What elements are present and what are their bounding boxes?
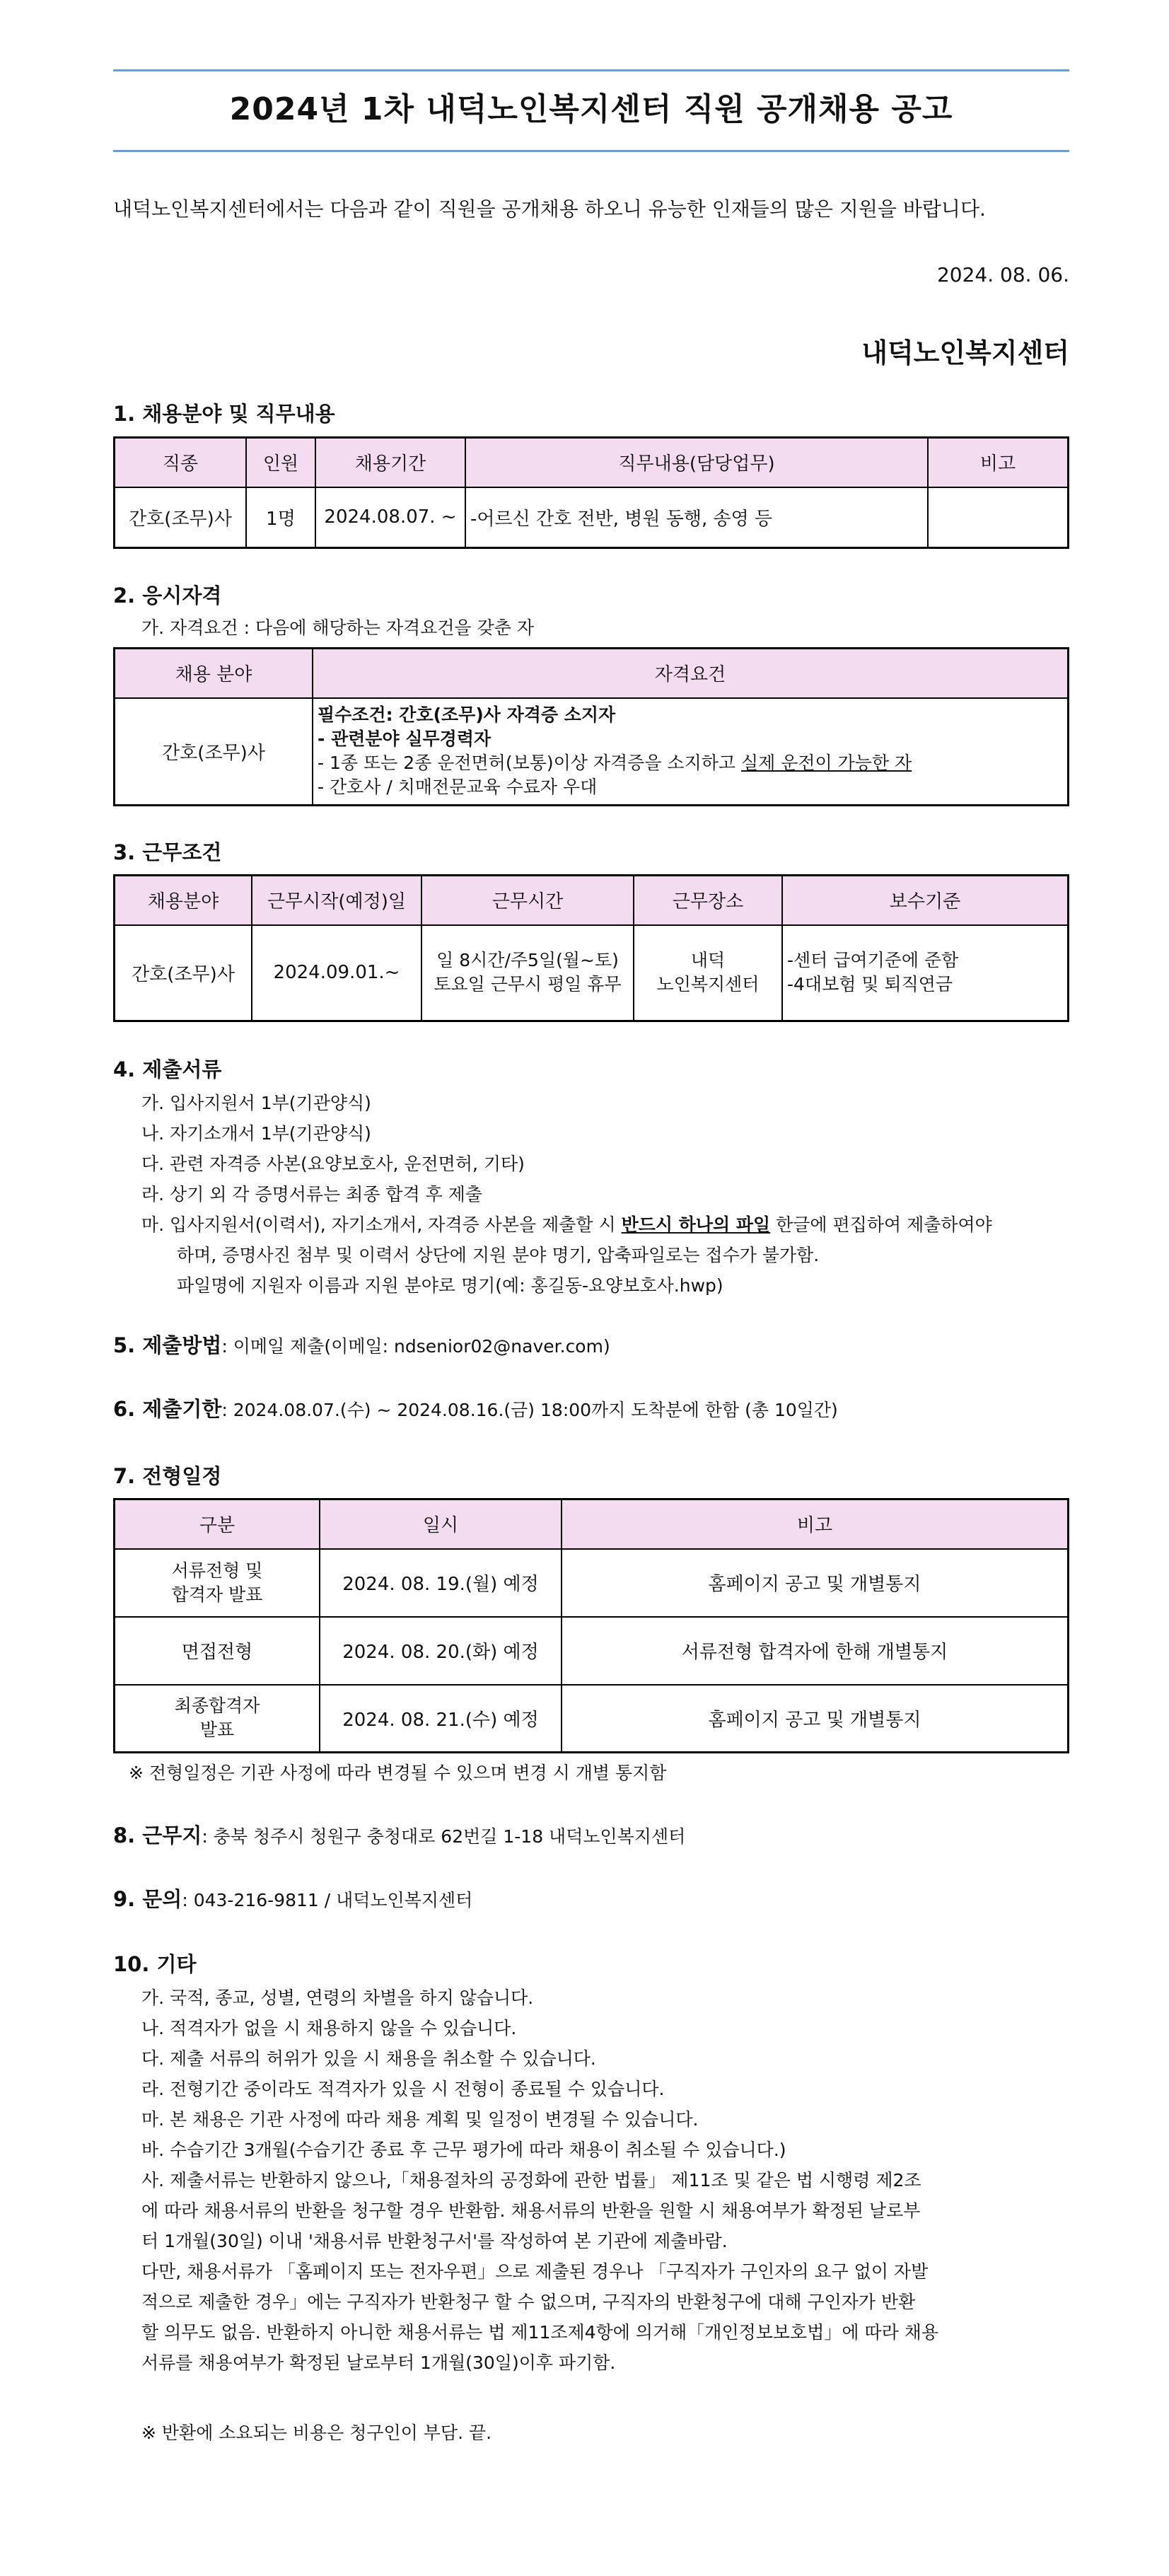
header-duty: 직무내용(담당업무) xyxy=(465,438,928,487)
work-hours-line2: 토요일 근무시 평일 휴무 xyxy=(434,974,622,995)
section9-heading: 9. 문의 xyxy=(113,1887,182,1911)
cell-period: 2024.08.07. ~ xyxy=(315,487,465,548)
cell-start-date: 2024.09.01.~ xyxy=(252,925,421,1021)
req-license-underlined: 실제 운전이 가능한 자 xyxy=(740,753,912,774)
stage-3-line2: 발표 xyxy=(199,1719,235,1741)
section6-text: : 2024.08.07.(수) ~ 2024.08.16.(금) 18:00까지 도착분에 한함 (총 10일간) xyxy=(221,1400,838,1420)
section4-heading: 4. 제출서류 xyxy=(113,1057,222,1081)
cell-date-3: 2024. 08. 21.(수) 예정 xyxy=(320,1685,562,1753)
section5 xyxy=(113,1330,610,1359)
section3-heading: 3. 근무조건 xyxy=(113,840,222,864)
pay-line2: -4대보험 및 퇴직연금 xyxy=(787,974,953,995)
misc-item-8-line2: 적으로 제출한 경우」에는 구직자가 반환청구 할 수 없으며, 구직자의 반환청구에 대해 구인자가 반환 xyxy=(141,2292,916,2312)
job-table xyxy=(113,436,1069,549)
misc-item-2: 나. 적격자가 없을 시 채용하지 않을 수 있습니다. xyxy=(141,2018,517,2038)
section5-heading: 5. 제출방법 xyxy=(113,1333,222,1357)
misc-item-7-line1: 사. 제출서류는 반환하지 않으나,「채용절차의 공정화에 관한 법률」 제11조 및 같은 법 시행령 제2조 xyxy=(141,2170,921,2191)
header-work-hours: 근무시간 xyxy=(421,876,634,925)
misc-item-7-line2: 에 따라 채용서류의 반환을 청구할 경우 반환함. 채용서류의 반환을 원할 시 채용여부가 확정된 날로부 xyxy=(141,2200,921,2221)
title-rule xyxy=(113,150,1069,152)
cell-field: 간호(조무)사 xyxy=(115,698,313,806)
cell-stage-1 xyxy=(115,1549,320,1617)
work-hours-line1: 일 8시간/주5일(월~토) xyxy=(436,950,619,971)
docs-item-5-line2: 하며, 증명사진 첨부 및 이력서 상단에 지원 분야 명기, 압축파일로는 접수가 불가함. xyxy=(177,1245,820,1265)
cell-stage-2: 면접전형 xyxy=(115,1617,320,1685)
header-period: 채용기간 xyxy=(315,438,465,487)
cell-note xyxy=(928,487,1069,548)
header-requirements: 자격요건 xyxy=(313,649,1069,698)
req-experience: - 관련분야 실무경력자 xyxy=(318,729,492,750)
cell-remark-1: 홈페이지 공고 및 개별통지 xyxy=(562,1549,1069,1617)
docs-item-5-text: 마. 입사지원서(이력서), 자기소개서, 자격증 사본을 제출할 시 xyxy=(141,1214,622,1235)
work-place-line1: 내덕 xyxy=(690,950,726,971)
organization-name: 내덕노인복지센터 xyxy=(861,337,1069,369)
cell-requirements xyxy=(313,698,1069,806)
section10-heading: 10. 기타 xyxy=(113,1952,197,1976)
schedule-table xyxy=(113,1498,1069,1753)
header-job: 직종 xyxy=(115,438,247,487)
intro-text: 내덕노인복지센터에서는 다음과 같이 직원을 공개채용 하오니 유능한 인재들의 많은 지원을 바랍니다. xyxy=(113,197,986,221)
misc-item-8-line3: 할 의무도 없음. 반환하지 아니한 채용서류는 법 제11조제4항에 의거해「개인정보보호법」에 따라 채용 xyxy=(141,2322,938,2343)
cell-work-place xyxy=(634,925,782,1021)
stage-1-line1: 서류전형 및 xyxy=(171,1560,263,1581)
header-work-place: 근무장소 xyxy=(634,876,782,925)
misc-item-8-line1: 다만, 채용서류가 「홈페이지 또는 전자우편」으로 제출된 경우나 「구직자가 구인자의 요구 없이 자발 xyxy=(141,2261,929,2282)
cell-job: 간호(조무)사 xyxy=(115,487,247,548)
docs-item-3: 다. 관련 자격증 사본(요양보호사, 운전면허, 기타) xyxy=(141,1154,525,1174)
stage-3-line1: 최종합격자 xyxy=(174,1695,260,1717)
pay-line1: -센터 급여기준에 준함 xyxy=(787,950,959,971)
docs-item-5 xyxy=(141,1211,992,1236)
section8 xyxy=(113,1820,685,1849)
header-remarks: 비고 xyxy=(562,1499,1069,1549)
header-field: 채용 분야 xyxy=(115,649,313,698)
docs-item-1: 가. 입사지원서 1부(기관양식) xyxy=(141,1093,371,1113)
stage-1-line2: 합격자 발표 xyxy=(171,1584,263,1605)
misc-item-7-line3: 터 1개월(30일) 이내 '채용서류 반환청구서'를 작성하여 본 기관에 제출바람. xyxy=(141,2231,728,2251)
docs-item-4: 라. 상기 외 각 증명서류는 최종 합격 후 제출 xyxy=(141,1184,483,1205)
work-place-line2: 노인복지센터 xyxy=(656,974,760,995)
docs-item-5-rest: 한글에 편집하여 제출하여야 xyxy=(770,1214,992,1235)
cell-work-hours xyxy=(421,925,634,1021)
section5-text: : 이메일 제출(이메일: ndsenior02@naver.com) xyxy=(221,1336,610,1357)
misc-item-1: 가. 국적, 종교, 성별, 연령의 차별을 하지 않습니다. xyxy=(141,1988,534,2008)
docs-item-2: 나. 자기소개서 1부(기관양식) xyxy=(141,1123,371,1144)
schedule-note: ※ 전형일정은 기관 사정에 따라 변경될 수 있으며 변경 시 개별 통지함 xyxy=(129,1763,667,1783)
header-field: 채용분야 xyxy=(115,876,252,925)
req-preferred: - 간호사 / 치매전문교육 수료자 우대 xyxy=(318,777,598,798)
misc-item-5: 마. 본 채용은 기관 사정에 따라 채용 계획 및 일정이 변경될 수 있습니다. xyxy=(141,2109,699,2130)
req-mandatory: 필수조건: 간호(조무)사 자격증 소지자 xyxy=(318,704,616,726)
req-license xyxy=(318,751,1066,775)
section6-heading: 6. 제출기한 xyxy=(113,1397,222,1421)
docs-item-5-emphasis: 반드시 하나의 파일 xyxy=(621,1214,771,1235)
misc-item-3: 다. 제출 서류의 허위가 있을 시 채용을 취소할 수 있습니다. xyxy=(141,2048,596,2069)
header-start-date: 근무시작(예정)일 xyxy=(252,876,421,925)
misc-item-4: 라. 전형기간 중이라도 적격자가 있을 시 전형이 종료될 수 있습니다. xyxy=(141,2079,665,2099)
page-title: 2024년 1차 내덕노인복지센터 직원 공개채용 공고 xyxy=(229,91,953,127)
header-note: 비고 xyxy=(928,438,1069,487)
section6 xyxy=(113,1393,838,1422)
cell-count: 1명 xyxy=(246,487,315,548)
cell-pay xyxy=(782,925,1069,1021)
header-stage: 구분 xyxy=(115,1499,320,1549)
req-license-text: - 1종 또는 2종 운전면허(보통)이상 자격증을 소지하고 xyxy=(318,753,741,774)
work-conditions-table xyxy=(113,874,1069,1022)
section9 xyxy=(113,1884,472,1913)
header-count: 인원 xyxy=(246,438,315,487)
cell-date-1: 2024. 08. 19.(월) 예정 xyxy=(320,1549,562,1617)
section1-heading: 1. 채용분야 및 직무내용 xyxy=(113,402,335,426)
section2-sub: 가. 자격요건 : 다음에 해당하는 자격요건을 갖춘 자 xyxy=(141,617,534,638)
misc-item-8-line4: 서류를 채용여부가 확정된 날로부터 1개월(30일)이후 파기함. xyxy=(141,2352,616,2373)
final-note: ※ 반환에 소요되는 비용은 청구인이 부담. 끝. xyxy=(141,2423,492,2443)
cell-date-2: 2024. 08. 20.(화) 예정 xyxy=(320,1617,562,1685)
section7-heading: 7. 전형일정 xyxy=(113,1464,222,1488)
section8-heading: 8. 근무지 xyxy=(113,1823,202,1847)
section9-text: : 043-216-9811 / 내덕노인복지센터 xyxy=(182,1890,473,1910)
announcement-date: 2024. 08. 06. xyxy=(936,263,1069,286)
cell-stage-3 xyxy=(115,1685,320,1753)
top-rule xyxy=(113,69,1069,71)
misc-item-6: 바. 수습기간 3개월(수습기간 종료 후 근무 평가에 따라 채용이 취소될 수 있습니다.) xyxy=(141,2140,786,2160)
docs-item-5-line3: 파일명에 지원자 이름과 지원 분야로 명기(예: 홍길동-요양보호사.hwp) xyxy=(177,1275,723,1296)
cell-field: 간호(조무)사 xyxy=(115,925,252,1021)
qualification-table xyxy=(113,647,1069,806)
header-datetime: 일시 xyxy=(320,1499,562,1549)
header-pay: 보수기준 xyxy=(782,876,1069,925)
section2-heading: 2. 응시자격 xyxy=(113,584,222,608)
cell-duty: -어르신 간호 전반, 병원 동행, 송영 등 xyxy=(465,487,928,548)
section8-text: : 충북 청주시 청원구 충청대로 62번길 1-18 내덕노인복지센터 xyxy=(202,1826,686,1847)
cell-remark-3: 홈페이지 공고 및 개별통지 xyxy=(562,1685,1069,1753)
cell-remark-2: 서류전형 합격자에 한해 개별통지 xyxy=(562,1617,1069,1685)
